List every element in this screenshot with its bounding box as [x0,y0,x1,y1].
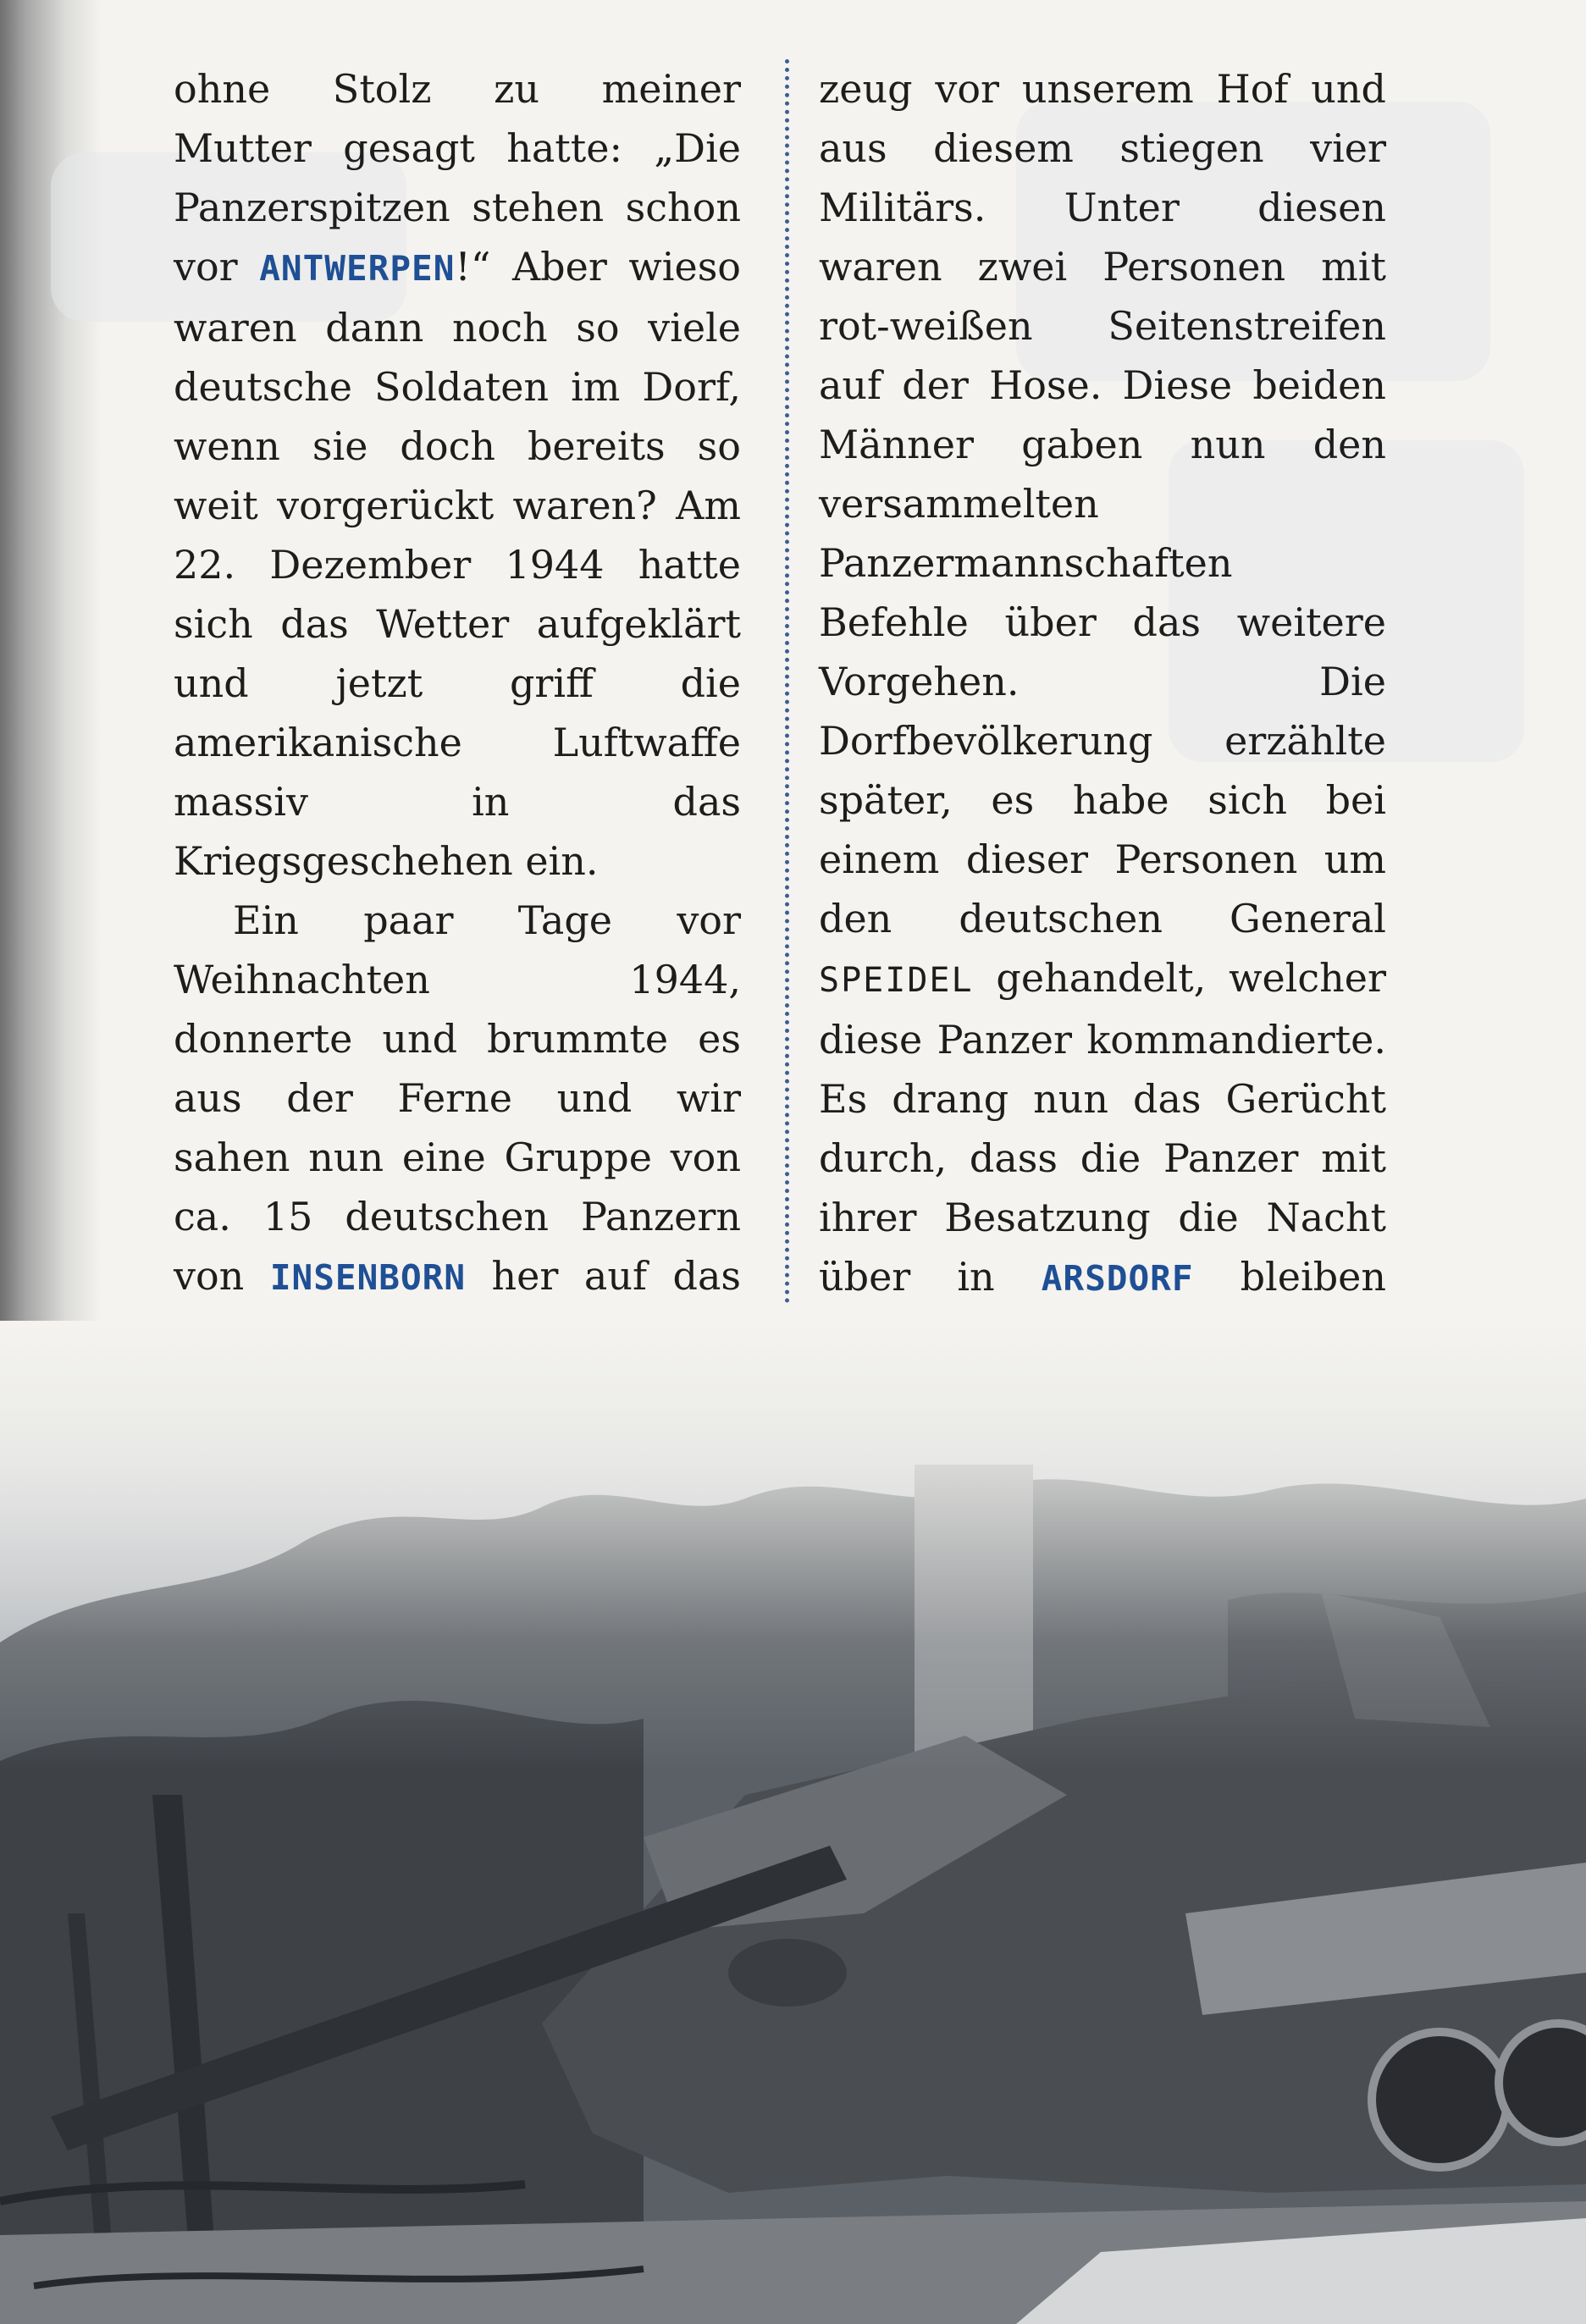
text-run: her auf das [491,1253,741,1299]
text-run: gehandelt, welcher diese Panzer kommandierte. Es drang nun das Gerücht durch, dass die Panzer mit ihrer Besatzung die Nacht über in [819,955,1386,1300]
place-name: ANTWERPEN [259,248,456,289]
person-name: SPEIDEL [819,961,974,1000]
column-divider [785,59,789,1304]
page-text [174,59,1384,1312]
text-run: bleiben [1240,1254,1386,1300]
place-name: INSENBORN [269,1257,467,1298]
tank-photograph [0,1321,1586,2324]
place-name: ARSDORF [1041,1258,1194,1299]
paragraph [174,59,741,891]
text-run: ohne Stolz zu meiner Mutter gesagt hatte: „Die Panzerspitzen stehen schon vor [174,66,741,290]
text-run: !“ Aber wieso waren dann noch so viele deutsche Soldaten im Dorf, wenn sie doch bereits so weit vorgerückt waren? Am 22. Dezember 1944 hatte sich das Wetter aufgeklärt und jetzt griff die amerikanische Luftwaffe massiv in das Kriegsgeschehen ein. [174,244,742,884]
text-run: Ein paar Tage vor Weihnachten 1944, donnerte und brummte es aus der Ferne und wir sahen nun eine Gruppe von ca. 15 deutschen Panzern von [174,897,741,1299]
text-run: zeug vor unserem Hof und aus diesem stiegen vier Militärs. Unter diesen waren zwei Personen mit rot-weißen Seitenstreifen auf der Hose. Diese beiden Männer gaben nun den versammelten Panzermannschaften Befehle über das weitere Vorgehen. Die Dorfbevölkerung erzählte später, es habe sich bei einem dieser Personen um den deutschen General [819,66,1386,941]
